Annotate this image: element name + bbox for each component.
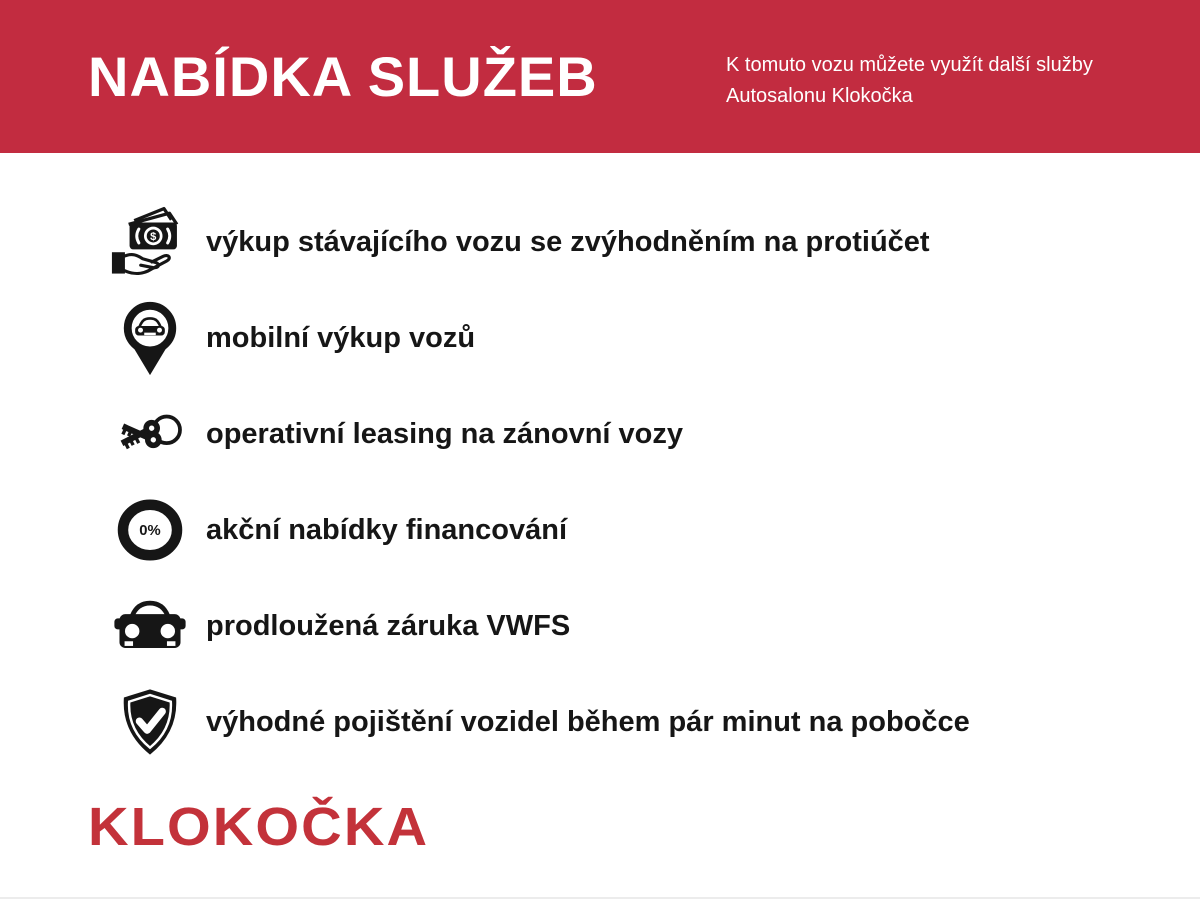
service-label: akční nabídky financování — [206, 513, 567, 546]
car-keys-icon — [110, 398, 190, 470]
header-banner — [0, 0, 1200, 153]
shield-check-icon — [110, 686, 190, 758]
banner-subtitle-line2: Autosalonu Klokočka — [726, 85, 913, 107]
service-label: výkup stávajícího vozu se zvýhodněním na protiúčet — [206, 225, 930, 258]
list-item-insurance — [0, 674, 1200, 770]
page-title: NABÍDKA SLUŽEB — [88, 45, 598, 108]
car-front-icon — [110, 598, 190, 654]
list-item-mobile-buyout — [0, 290, 1200, 386]
list-item-trade-in — [0, 194, 1200, 290]
service-label: prodloužená záruka VWFS — [206, 609, 571, 642]
klokocka-logo: KLOKOČKA — [88, 797, 430, 857]
car-location-pin-icon — [110, 297, 190, 379]
list-item-warranty — [0, 578, 1200, 674]
dollar-glyph: $ — [150, 231, 157, 244]
service-label: mobilní výkup vozů — [206, 321, 476, 354]
banner-subtitle-line1: K tomuto vozu můžete využít další služby — [726, 54, 1093, 76]
cash-in-hand-icon — [110, 202, 190, 282]
service-label: výhodné pojištění vozidel během pár minut na pobočce — [206, 705, 970, 738]
service-label: operativní leasing na zánovní vozy — [206, 417, 684, 450]
zero-percent-icon — [110, 496, 190, 564]
list-item-leasing — [0, 386, 1200, 482]
zero-percent-glyph: 0% — [139, 523, 161, 540]
banner-subtitle — [726, 50, 1093, 112]
list-item-financing — [0, 482, 1200, 578]
services-list — [0, 194, 1200, 770]
